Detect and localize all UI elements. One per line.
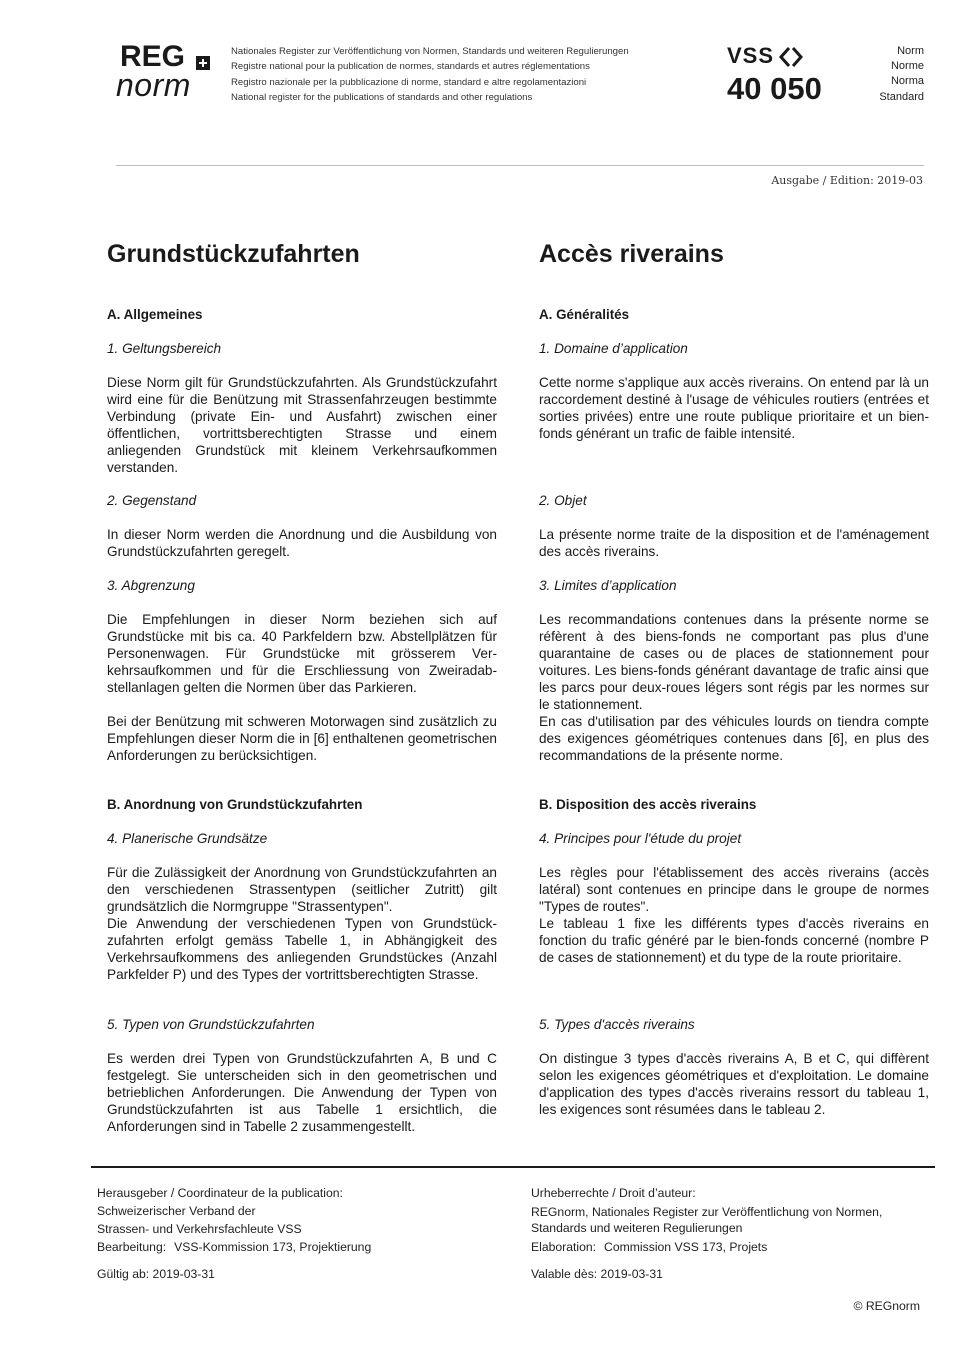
- french-title: Accès riverains: [539, 240, 724, 268]
- french-s2-heading: 2. Objet: [539, 493, 587, 508]
- vss-word: VSS: [727, 43, 775, 68]
- german-s1-heading: 1. Geltungsbereich: [107, 341, 222, 356]
- regnorm-logo: [116, 42, 216, 104]
- german-s3-text: Die Empfehlungen in dieser Norm beziehen sich auf Grundstücke mit bis ca. 40 Parkfeldern bzw. Abstellplätzen für Personenwagen. Für Grundstücke mit grösserem Verkehrsaufkommen und für die Erschliessung von Zweiradabstellanlagen gelten die Normen über das Parkieren.: [107, 612, 497, 695]
- footer-publisher: [97, 1184, 497, 1256]
- french-s1-heading: 1. Domaine d’application: [539, 341, 688, 356]
- editing-label: Bearbeitung:: [97, 1240, 167, 1254]
- french-s3-text2: En cas d'utilisation par des véhicules lourds on tiendra compte des exigences géométriques contenues dans [6], en plus des recommandations de la présente norme.: [539, 714, 929, 763]
- publisher-name-line2: Strassen- und Verkehrsfachleute VSS: [97, 1222, 302, 1236]
- norm-labels: [879, 44, 924, 105]
- register-descriptions: [231, 44, 629, 105]
- french-section-a-heading: A. Généralités: [539, 307, 630, 322]
- french-s5-text: On distingue 3 types d'accès riverains A, B et C, qui diffèrent selon les exigences géométriques et d'exploitation. Le domaine d'application des types d'accès riverains ressort du tableau 1, les exigences sont résumées dans le tableau 2.: [539, 1051, 929, 1117]
- german-s4-heading: 4. Planerische Grundsätze: [107, 831, 268, 846]
- french-s5-heading: 5. Types d'accès riverains: [539, 1017, 695, 1032]
- copyright-label: Urheberrechte / Droit d’auteur:: [531, 1186, 696, 1200]
- german-s4-text2: Die Anwendung der verschiedenen Typen von Grundstückzufahrten erfolgt gemäss Tabelle 1, in Abhängigkeit des Verkehrsaufkommens des anliegenden Grundstückes (Anzahl Parkfelder P) und des Types der vortrittsberechtigten Strasse.: [107, 916, 497, 982]
- register-line-fr: Registre national pour la publication de normes, standards et autres réglementations: [231, 61, 590, 73]
- vss-logo: [727, 44, 837, 108]
- german-title: Grundstückzufahrten: [107, 240, 360, 268]
- german-section-a-heading: A. Allgemeines: [107, 307, 203, 322]
- logo-reg-text: REG: [120, 40, 186, 73]
- register-line-it: Registro nazionale per la pubblicazione di norme, standard e altre regolamentazioni: [231, 76, 587, 88]
- editing-value: VSS-Kommission 173, Projektierung: [174, 1240, 372, 1254]
- norm-label-de: Norm: [897, 45, 924, 57]
- german-s3-heading: 3. Abgrenzung: [107, 578, 195, 593]
- french-s3-heading: 3. Limites d’application: [539, 578, 677, 593]
- elaboration-label: Elaboration:: [531, 1240, 597, 1254]
- edition-label: Ausgabe / Edition: 2019-03: [771, 174, 923, 187]
- valid-from-fr: Valable dès: 2019-03-31: [531, 1267, 663, 1281]
- vss-arrows-icon: [779, 46, 803, 68]
- publisher-name-line1: Schweizerischer Verband der: [97, 1204, 256, 1218]
- german-s2-text: In dieser Norm werden die Anordnung und die Ausbildung von Grundstückzufahrten geregelt.: [107, 527, 497, 559]
- norm-label-fr: Norme: [890, 60, 924, 73]
- copyright-notice: © REGnorm: [853, 1299, 920, 1313]
- french-s4-text2: Le tableau 1 fixe les différents types d'accès riverains en fonction du trafic généré par le bien-fonds concerné (nombre P de cases de stationnement) et du type de la route prioritaire.: [539, 916, 929, 965]
- footer-copyright-holder: [531, 1184, 931, 1256]
- publisher-editing: [97, 1238, 497, 1256]
- register-line-de: Nationales Register zur Veröffentlichung von Normen, Standards und weiteren Regulierungen: [231, 46, 629, 57]
- valid-from-de: Gültig ab: 2019-03-31: [97, 1267, 215, 1281]
- german-s1-text: Diese Norm gilt für Grundstückzufahrten. Als Grundstückzufahrt wird eine für die Benützung mit Strassenfahrzeugen bestimmte Verbindung (private Ein- und Ausfahrt) zwischen einer öffentlichen, vortrittsberechtigten Strasse und einem anliegenden Grundstück mit kleinem Verkehrsaufkommen verstanden.: [107, 375, 497, 475]
- register-line-en: National register for the publications of standards and other regulations: [231, 91, 533, 103]
- norm-label-en: Standard: [879, 90, 924, 103]
- norm-number: 40 050: [727, 71, 822, 106]
- header-divider: [116, 165, 924, 166]
- french-section-b-heading: B. Disposition des accès riverains: [539, 797, 757, 812]
- german-section-b-heading: B. Anordnung von Grundstückzufahrten: [107, 797, 363, 812]
- logo-norm-text: norm: [116, 67, 191, 103]
- german-s3-text2: Bei der Benützung mit schweren Motorwagen sind zusätzlich zu Empfehlungen dieser Norm die in [6] enthaltenen geometrischen Anforderungen zu berücksichtigen.: [107, 714, 497, 763]
- german-s4-text: Für die Zulässigkeit der Anordnung von Grundstückzufahrten an den verschiedenen Strassentypen (seitlicher Zutritt) gilt grundsätzlich die Normgruppe "Strassentypen".: [107, 865, 497, 914]
- swiss-cross-icon: [196, 56, 210, 70]
- french-s2-text: La présente norme traite de la disposition et de l'aménagement des accès riverains.: [539, 527, 929, 559]
- french-s3-text: Les recommandations contenues dans la présente norme se réfèrent à des biens-fonds ne comportant pas plus d'une quarantaine de cases ou de places de stationnement pour voitures. Les biens-fonds générant davantage de trafic ainsi que les parcs pour deux-roues légers sont régis par les normes sur le stationnement.: [539, 612, 929, 712]
- french-s4-heading: 4. Principes pour l'étude du projet: [539, 831, 742, 846]
- german-s2-heading: 2. Gegenstand: [107, 493, 197, 508]
- elaboration: [531, 1238, 931, 1256]
- german-s5-text: Es werden drei Typen von Grundstückzufahrten A, B und C festgelegt. Sie unterscheiden sich in den geometrischen und betrieblichen Anforderungen. Die Anwendung der Typen von Grundstückzufahrten ist aus Tabelle 1 ersichtlich, die Anforderungen sind in Tabelle 2 zusammengestellt.: [107, 1051, 497, 1134]
- norm-label-it: Norma: [890, 75, 924, 88]
- german-s5-heading: 5. Typen von Grundstückzufahrten: [107, 1017, 315, 1032]
- french-s4-text: Les règles pour l'établissement des accès riverains (accès latéral) sont contenues en principe dans le groupe de normes "Types de routes".: [539, 865, 929, 914]
- copyright-holder-name: REGnorm, Nationales Register zur Veröffentlichung von Normen, Standards und weiteren Regulierungen: [531, 1205, 883, 1235]
- footer-divider: [91, 1166, 935, 1168]
- french-s1-text: Cette norme s'applique aux accès riverains. On entend par là un raccordement destiné à l'usage de véhicules routiers (entrées et sorties privées) entre une route publique prioritaire et un bien-fonds générant un trafic de faible intensité.: [539, 375, 929, 441]
- publisher-label: Herausgeber / Coordinateur de la publication:: [97, 1186, 343, 1200]
- elaboration-value: Commission VSS 173, Projets: [604, 1240, 768, 1254]
